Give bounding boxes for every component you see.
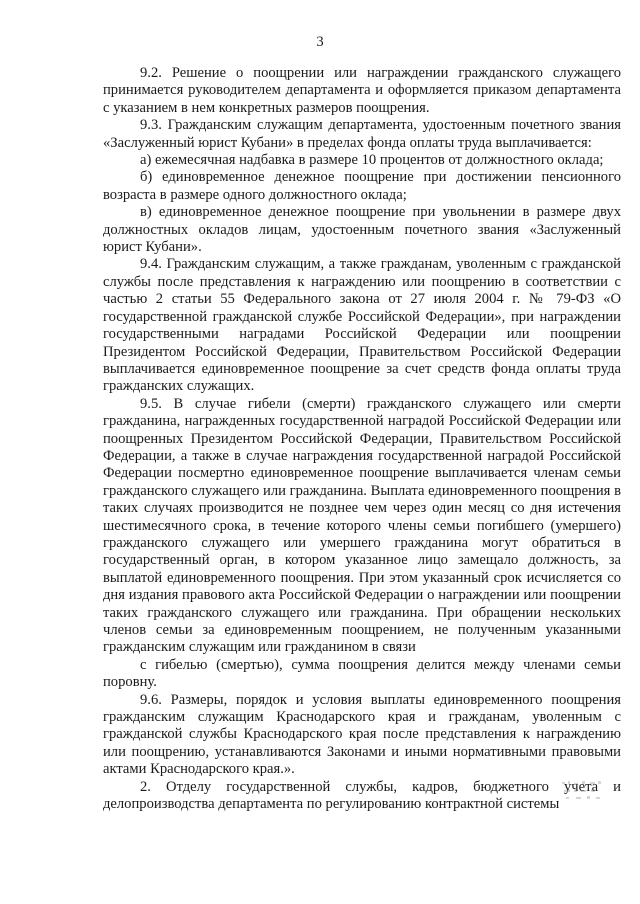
paragraph-9-5: 9.5. В случае гибели (смерти) гражданского служащего или смерти гражданина, награжденных государственной наградой Российской Федерации или поощренных Президентом Российской Федерации, Правительством Российской Федерации, а также в случае награждения государственной наградой Российской Федерации посмертно единовременное поощрение выплачивается членам семьи гражданского служащего или гражданина. Выплата единовременного поощрения в таких случаях производится не позднее чем через один месяц со дня истечения шестимесячного срока, в течение которого члены семьи погибшего (умершего) гражданского служащего или умершего гражданина могут обратиться в государственный орган, в котором указанное лицо замещало должность, за выплатой единовременного поощрения. При этом указанный срок исчисляется со дня издания правового акта Российской Федерации о награждении или поощрении таких гражданского служащего или гражданина. При обращении нескольких членов семьи за единовременным поощрением, не полученным указанными гражданским служащим или гражданином в связи [103,395,621,656]
page-number: 3 [316,34,324,50]
faint-stamp-mark [560,778,606,804]
paragraph-9-4: 9.4. Гражданским служащим, а также гражданам, уволенным с гражданской службы после представления к награждению или поощрению в соответствии с частью 2 статьи 55 Федерального закона от 27 июля 2004 г. № 79-ФЗ «О государственной гражданской службе Российской Федерации», при награждении государственными наградами Российской Федерации или поощрении Президентом Российской Федерации, Правительством Российской Федерации выплачивается единовременное поощрение за счет средств фонда оплаты труда гражданских служащих. [103,256,621,395]
paragraph-9-3-b: б) единовременное денежное поощрение при достижении пенсионного возраста в размере одного должностного оклада; [103,169,621,203]
paragraph-9-3-c: в) единовременное денежное поощрение при увольнении в размере двух должностных окладов лицам, удостоенным почетного звания «Заслуженный юрист Кубани». [103,204,621,256]
paragraph-2: 2. Отделу государственной службы, кадров, бюджетного учета и делопроизводства департамента по регулированию контрактной системы [103,778,621,813]
paragraph-9-5-continuation: с гибелью (смертью), сумма поощрения делится между членами семьи поровну. [103,656,621,691]
paragraph-9-6: 9.6. Размеры, порядок и условия выплаты единовременного поощрения гражданским служащим Краснодарского края и гражданам, уволенным с гражданской службы Краснодарского края после представления к награждению или поощрению, устанавливаются Законами и иными нормативными правовыми актами Краснодарского края.». [103,691,621,778]
paragraph-9-2: 9.2. Решение о поощрении или награждении гражданского служащего принимается руководителем департамента и оформляется приказом департамента с указанием в нем конкретных размеров поощрения. [103,65,621,116]
document-body [103,65,621,813]
paragraph-9-3: 9.3. Гражданским служащим департамента, удостоенным почетного звания «Заслуженный юрист Кубани» в пределах фонда оплаты труда выплачивается: [103,117,621,151]
paragraph-9-3-a: а) ежемесячная надбавка в размере 10 процентов от должностного оклада; [140,152,604,169]
